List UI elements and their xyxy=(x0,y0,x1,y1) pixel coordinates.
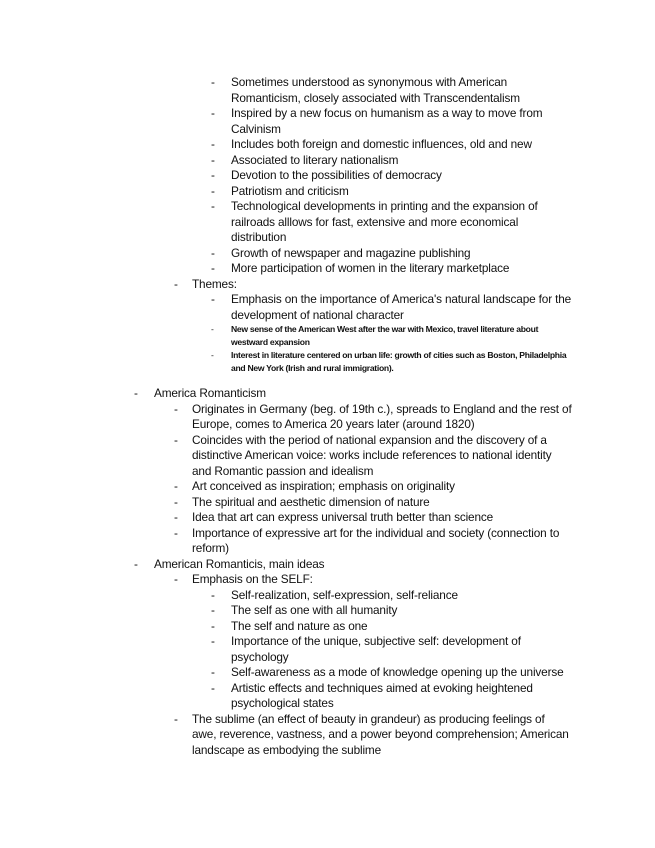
bullet-text: Associated to literary nationalism xyxy=(231,152,399,167)
bullet-dash: - xyxy=(211,587,215,602)
bullet-text: Importance of the unique, subjective self: development of psychology xyxy=(231,634,521,664)
bullet-dash: - xyxy=(211,292,215,306)
bullet-dash: - xyxy=(211,75,215,89)
bullet-dash: - xyxy=(211,665,215,679)
section-gap xyxy=(0,375,655,386)
bullet-dash: - xyxy=(174,711,178,726)
bullet-text: New sense of the American West after the war with Mexico, travel literature about westward expansion xyxy=(231,324,539,347)
bullet-dash: - xyxy=(211,106,215,120)
bullet-text: Emphasis on the SELF: xyxy=(192,572,313,586)
list-item xyxy=(0,153,573,169)
list-item xyxy=(0,588,573,604)
bullet-text: The self and nature as one xyxy=(231,618,368,633)
bullet-text: Artistic effects and techniques aimed at evoking heightened psychological states xyxy=(231,680,533,710)
bullet-dash: - xyxy=(174,432,178,447)
heading-text: American Romanticis, main ideas xyxy=(154,556,325,571)
list-item xyxy=(0,495,572,511)
list-item xyxy=(0,261,573,277)
list-item xyxy=(0,402,572,433)
bullet-text: Interest in literature centered on urban life: growth of cities such as Boston, Philadelphia and New York (Irish and rural immigration). xyxy=(231,350,567,373)
bullet-text: The spiritual and aesthetic dimension of nature xyxy=(192,494,430,509)
list-item xyxy=(0,572,572,588)
bullet-text: Sometimes understood as synonymous with American Romanticism, closely associated with Transcendentalism xyxy=(231,75,520,105)
list-item xyxy=(0,323,573,349)
list-item xyxy=(0,199,573,246)
bullet-dash: - xyxy=(211,324,214,334)
bullet-dash: - xyxy=(211,350,214,360)
section-heading xyxy=(0,386,574,402)
list-item xyxy=(0,292,573,323)
list-item xyxy=(0,349,573,375)
bullet-text: Technological developments in printing and the expansion of railroads alllows for fast, extensive and more economical distribution xyxy=(231,199,538,244)
bullet-dash: - xyxy=(174,401,178,416)
list-item xyxy=(0,510,572,526)
list-item xyxy=(0,246,573,262)
list-item xyxy=(0,634,573,665)
list-item xyxy=(0,75,573,106)
bullet-text: Importance of expressive art for the individual and society (connection to reform) xyxy=(192,525,560,555)
bullet-dash: - xyxy=(211,199,215,213)
bullet-dash: - xyxy=(174,572,178,586)
bullet-dash: - xyxy=(211,152,215,167)
bullet-dash: - xyxy=(174,525,178,540)
bullet-text: Idea that art can express universal truth better than science xyxy=(192,510,494,524)
bullet-dash: - xyxy=(211,137,215,151)
list-item xyxy=(0,619,573,635)
list-item xyxy=(0,681,573,712)
list-item xyxy=(0,665,573,681)
list-item-themes xyxy=(0,277,572,293)
section-heading xyxy=(0,557,574,573)
document-page xyxy=(0,75,655,758)
bullet-text: Coincides with the period of national expansion and the discovery of a distinctive American voice: works include references to national identity and Romantic passion and idealism xyxy=(192,432,552,478)
bullet-text: Art conceived as inspiration; emphasis on originality xyxy=(192,479,455,493)
bullet-text: Originates in Germany (beg. of 19th c.), spreads to England and the rest of Europe, comes to America 20 years later (around 1820) xyxy=(192,401,572,431)
bullet-dash: - xyxy=(134,386,138,400)
bullet-dash: - xyxy=(211,680,215,695)
themes-label: Themes: xyxy=(192,276,237,291)
bullet-text: More participation of women in the literary marketplace xyxy=(231,261,510,275)
bullet-text: Self-realization, self-expression, self-reliance xyxy=(231,587,458,602)
list-item xyxy=(0,106,573,137)
bullet-text: Self-awareness as a mode of knowledge opening up the universe xyxy=(231,665,564,679)
list-item xyxy=(0,137,573,153)
bullet-text: Inspired by a new focus on humanism as a way to move from Calvinism xyxy=(231,106,543,136)
bullet-dash: - xyxy=(174,276,178,291)
bullet-dash: - xyxy=(211,183,215,198)
bullet-text: Includes both foreign and domestic influences, old and new xyxy=(231,137,532,151)
bullet-dash: - xyxy=(211,261,215,275)
list-item xyxy=(0,712,572,759)
bullet-dash: - xyxy=(174,479,178,493)
list-item xyxy=(0,184,573,200)
list-item xyxy=(0,603,573,619)
list-item xyxy=(0,479,572,495)
bullet-dash: - xyxy=(174,510,178,524)
bullet-text: Devotion to the possibilities of democracy xyxy=(231,168,442,182)
bullet-dash: - xyxy=(211,245,215,260)
bullet-dash: - xyxy=(211,603,215,617)
bullet-text: The sublime (an effect of beauty in grandeur) as producing feelings of awe, reverence, vastness, and a power beyond comprehension; American landscape as embodying the sublime xyxy=(192,711,569,757)
bullet-dash: - xyxy=(211,618,215,633)
heading-text: America Romanticism xyxy=(154,386,266,400)
bullet-dash: - xyxy=(134,556,138,571)
bullet-text: Emphasis on the importance of America's natural landscape for the development of national character xyxy=(231,292,572,322)
bullet-text: The self as one with all humanity xyxy=(231,603,398,617)
list-item xyxy=(0,433,572,480)
list-item xyxy=(0,168,573,184)
bullet-text: Growth of newspaper and magazine publishing xyxy=(231,245,471,260)
bullet-dash: - xyxy=(211,168,215,182)
bullet-text: Patriotism and criticism xyxy=(231,183,349,198)
bullet-dash: - xyxy=(211,634,215,648)
bullet-dash: - xyxy=(174,494,178,509)
list-item xyxy=(0,526,572,557)
